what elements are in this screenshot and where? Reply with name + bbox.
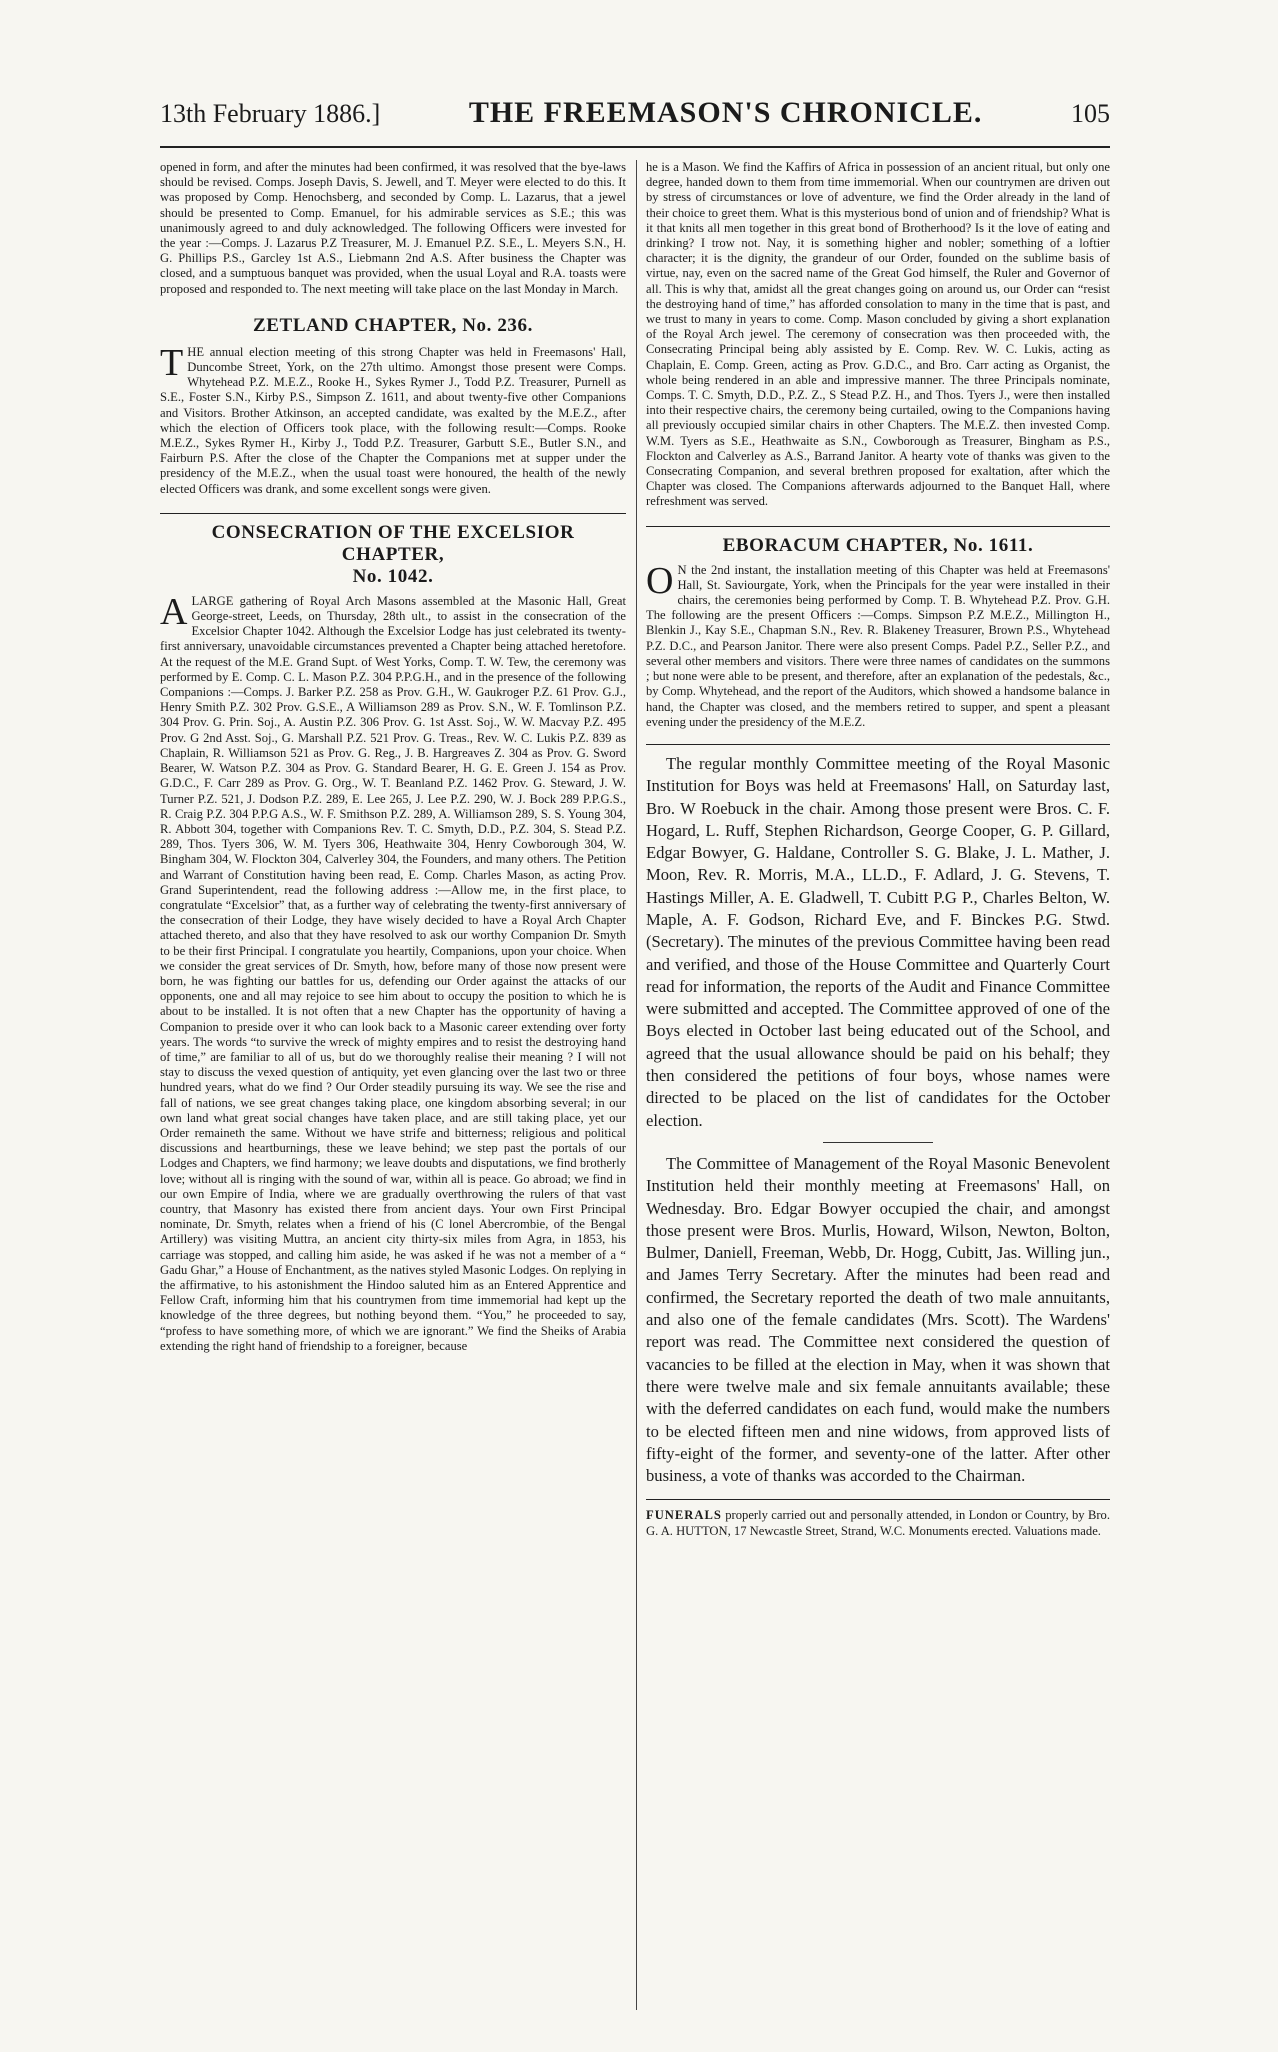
section-rule bbox=[646, 526, 1110, 527]
short-rule bbox=[823, 1142, 933, 1143]
excelsior-dropcap: A bbox=[160, 590, 188, 633]
eboracum-article bbox=[646, 559, 1110, 730]
publication-title: THE FREEMASON'S CHRONICLE. bbox=[468, 96, 983, 129]
zetland-heading: ZETLAND CHAPTER, No. 236. bbox=[253, 314, 533, 336]
page-number: 105 bbox=[1070, 99, 1110, 128]
excelsior-text: LARGE gathering of Royal Arch Masons assembled at the Masonic Hall, Great George-street, Leeds, on Thursday, 28th ult., to assist in the consecration of the Excelsior Chapter 1042. Although the Excelsior Lodge has just celebrated its twenty-first anniversary, unavoidable circumstances prevented a Chapter being attached heretofore. At the request of the M.E. Grand Supt. of West Yorks, Comp. T. W. Tew, the ceremony was performed by E. Comp. C. L. Mason P.Z. 304 P.P.G.H., and in the presence of the following Companions :—Comps. J. Barker P.Z. 258 as Prov. G.H., W. Gaukroger P.Z. 61 Prov. G.J., Henry Smith P.Z. 302 Prov. G.S.E., A Williamson 289 as Prov. S.N., W. F. Tomlinson P.Z. 304 Prov. G. Prin. Soj., A. Austin P.Z. 306 Prov. G. 1st Asst. Soj., W. W. Macvay P.Z. 495 Prov. G 2nd Asst. Soj., G. Marshall P.Z. 521 Prov. G. Treas., Rev. W. C. Lukis P.Z. 839 as Chaplain, R. Williamson 521 as Prov. G. Reg., J. B. Hargreaves Z. 304 as Prov. G. Sword Bearer, W. Watson P.Z. 304 as Prov. G. Standard Bearer, H. G. E. Green J. 154 as Prov. G.D.C., F. Carr 289 as Prov. G. Org., W. T. Beanland P.Z. 1462 Prov. G. Steward, J. W. Turner P.Z. 521, J. Dodson P.Z. 289, E. Lee 265, J. Lee P.Z. 290, W. J. Bock 289 P.P.G.S., R. Craig P.Z. 304 P.P.G A.S., W. F. Smithson P.Z. 289, A. Williamson 289, S. S. Young 304, R. Abbott 304, together with Companions Rev. T. C. Smyth, D.D., P.Z. 304, S. Stead P.Z. 289, Thos. Tyers 306, W. M. Tyers 306, Heathwaite 304, Henry Cowborough 304, W. Bingham 304, W. Flockton 304, Calverley 304, the Founders, and many others. The Petition and Warrant of Constitution having been read, E. Comp. Charles Mason, as acting Prov. Grand Superintendent, read the following address :—Allow me, in the first place, to congratulate “Excelsior” that, as a further way of celebrating the twenty-first anniversary of the consecration of their Lodge, they have wisely decided to have a Royal Arch Chapter attached thereto, and also that they have resolved to ask our worthy Companion Dr. Smyth to be their first Principal. I congratulate you heartily, Companions, upon your choice. When we consider the great services of Dr. Smyth, how, before many of those now present were born, he was fighting our battles for us, defending our Order against the attacks of our opponents, one and all may rejoice to see him about to occupy the position to which he is about to be installed. It is not often that a new Chapter has the opportunity of having a Companion to preside over it who can look back to a Masonic career extending over forty years. The words “to survive the wreck of mighty empires and to resist the destroying hand of time,” are familiar to all of us, but do we thoroughly realise their meaning ? I will not stay to discuss the vexed question of antiquity, yet even glancing over the last two or three hundred years, what do we find ? Our Order steadily pursuing its way. We see the rise and fall of nations, we see great changes taking place, one kingdom absorbing several; in our own land what great social changes have taken place, and are still taking place, yet our Order remaineth the same. Without we have strife and bitterness; religious and political discussions and heartburnings, these we leave behind; we step past the portals of our Lodges and Chapters, we find harmony; we leave doubts and disputations, we find brotherly love; without all is ringing with the sound of war, within all is peace. Go abroad; we find in our own Empire of India, where we are gradually overthrowing the rulers of that vast country, that Masonry has existed there from ancient days. Your own First Principal nominate, Dr. Smyth, relates when a friend of his (C lonel Abercrombie, of the Bengal Artillery) was visiting Muttra, an ancient city thirty-six miles from Agra, in 1853, his carriage was stopped, and calling him aside, he was asked if he was not a member of a “ Gadu Ghar,” a House of Enchantment, as the natives styled Masonic Lodges. On replying in the affirmative, to his astonishment the Hindoo saluted him as an Entered Apprentice and Fellow Craft, informing him that his countrymen from time immemorial had kept up the knowledge of the three degrees, but nothing beyond them. “You,” he proceeded to say, “profess to have something more, of which we are ignorant.” We find the Sheiks of Arabia extending the right hand of friendship to a foreigner, because bbox=[160, 593, 626, 1353]
excelsior-heading-line2: No. 1042. bbox=[352, 565, 434, 587]
excelsior-continuation: he is a Mason. We find the Kaffirs of Africa in possession of an ancient ritual, but only one degree, handed down to them from time immemorial. When our countrymen are driven out by stress of circumstances or love of adventure, we find the Order already in the land of their choice to greet them. What is this mysterious bond of union and of friendship? What is it that knits all men together in this great bond of Brotherhood? Is it the love of eating and drinking? I trow not. Nay, it is something higher and nobler; something of a loftier character; it is the dignity, the grandeur of our Order, founded on the sublime basis of virtue, nay, even on the sacred name of the Great God himself, the Ruler and Governor of all. This is why that, amidst all the great changes going on around us, our Order can “resist the destroying hand of time,” has afforded consolation to many in the time that is past, and we trust to many in years to come. Comp. Mason concluded by giving a short explanation of the Royal Arch jewel. The ceremony of consecration was then proceeded with, the Consecrating Principal being ably assisted by E. Comp. Rev. W. C. Lukis, acting as Chaplain, E. Comp. Green, acting as Prov. G.D.C., and Bro. Carr acting as Organist, the whole being rendered in an able and impressive manner. The three Principals nominate, Comps. T. C. Smyth, D.D., P.Z. Z., S Stead P.Z. H., and Thos. Tyers J., were then installed into their respective chairs, the ceremony being curtailed, owing to the Companions having all previously occupied similar chairs in other Chapters. The M.E.Z. then invested Comp. W.M. Tyers as S.E., Heathwaite as S.N., Cowborough as Treasurer, Bingham as P.S., Flockton and Calverley as A.S., Barrand Janitor. A hearty vote of thanks was given to the Consecrating Companion, and several brethren proposed for exaltation, after which the Chapter was closed. The Companions afterwards adjourned to the Banquet Hall, where refreshment was served. bbox=[646, 160, 1110, 509]
left-column bbox=[160, 160, 626, 1354]
right-column bbox=[646, 160, 1110, 1539]
boys-institution-paragraph: The regular monthly Committee meeting of the Royal Masonic Institution for Boys was held at Freemasons' Hall, on Saturday last, Bro. W Roebuck in the chair. Among those present were Bros. C. F. Hogard, L. Ruff, Stephen Richardson, George Cooper, G. P. Gillard, Edgar Bowyer, G. Haldane, Controller S. G. Blake, J. L. Mather, J. Moon, Rev. R. Morris, M.A., LL.D., F. Adlard, J. G. Stevens, T. Hastings Miller, A. E. Gladwell, T. Cubitt P.G P., Charles Belton, W. Maple, A. F. Godson, Richard Eve, and F. Binckes P.G. Stwd. (Secretary). The minutes of the previous Committee having been read and verified, and those of the House Committee and Quarterly Court read for information, the reports of the Audit and Finance Committee were submitted and accepted. The Committee approved of one of the Boys elected in October last being educated out of the School, and agreed that the usual allowance should be paid on his behalf; they then considered the petitions of four boys, whose names were directed to be placed on the list of candidates for the October election. bbox=[646, 753, 1110, 1130]
section-rule bbox=[646, 744, 1110, 745]
eboracum-text: N the 2nd instant, the installation meeting of this Chapter was held at Freemasons' Hall, St. Saviourgate, York, when the Principals for the year were installed in their chairs, the ceremonies being performed by Comp. T. B. Whytehead P.Z. Prov. G.H. The following are the present Officers :—Comps. Simpson P.Z M.E.Z., Millington H., Blenkin J., Kay S.E., Chapman S.N., Rev. R. Blakeney Treasurer, Brown P.S., Whytehead P.Z. D.C., and Pearson Janitor. There were also present Comps. Padel P.Z., Seller P.Z., and several other members and visitors. There were three names of candidates on the summons ; but none were able to be present, and therefore, after an explanation of the pedestals, &c., by Comp. Whytehead, and the report of the Auditors, which showed a handsome balance in hand, the Chapter was closed, and the members retired to supper, and spent a pleasant evening under the presidency of the M.E.Z. bbox=[646, 562, 1110, 729]
benevolent-institution-paragraph: The Committee of Management of the Royal Masonic Benevolent Institution held their monthly meeting at Freemasons' Hall, on Wednesday. Bro. Edgar Bowyer occupied the chair, and amongst those present were Bros. Murlis, Howard, Wilson, Newton, Bolton, Bulmer, Daniell, Freeman, Webb, Dr. Hogg, Cubitt, Jas. Willing jun., and James Terry Secretary. After the minutes had been read and confirmed, the Secretary reported the death of two male annuitants, and also one of the female candidates (Mrs. Scott). The Wardens' report was read. The Committee next considered the question of vacancies to be filled at the election in May, when it was shown that there were twelve male and six female annuitants available; these with the deferred candidates on each fund, would make the numbers to be elected fifteen men and nine widows, from approved lists of fifty-eight of the former, and seventy-one of the latter. After other business, a vote of thanks was accorded to the Chairman. bbox=[646, 1153, 1110, 1486]
eboracum-heading: EBORACUM CHAPTER, No. 1611. bbox=[722, 534, 1034, 556]
zetland-text: HE annual election meeting of this strong Chapter was held in Freemasons' Hall, Duncombe Street, York, on the 27th ultimo. Amongst those present were Comps. Whytehead P.Z. M.E.Z., Rooke H., Sykes Rymer J., Todd P.Z. Treasurer, Purnell as S.E., Foster S.N., Kirby P.S., Simpson Z. 1611, and about twenty-five other Companions and Visitors. Brother Atkinson, an accepted candidate, was exalted by the M.E.Z., after which the election of Officers took place, with the following result:—Comps. Rooke M.E.Z., Sykes Rymer H., Kirby J., Todd P.Z. Treasurer, Garbutt S.E., Butler S.N., and Fairburn P.S. After the close of the Chapter the Companions met at supper under the presidency of the M.E.Z., when the usual toast were honoured, the health of the newly elected Officers was drank, and some excellent songs were given. bbox=[160, 344, 626, 496]
advert-text: properly carried out and personally attended, in London or Country, by Bro. G. A. HUTTON, 17 Newcastle Street, Strand, W.C. Monuments erected. Valuations made. bbox=[646, 1508, 1110, 1538]
zetland-dropcap: T bbox=[160, 341, 184, 384]
intro-paragraph: opened in form, and after the minutes had been confirmed, it was resolved that the bye-laws should be revised. Comps. Joseph Davis, S. Jewell, and T. Meyer were elected to do this. It was proposed by Comp. Henochsberg, and seconded by Comp. L. Lazarus, that a jewel should be presented to Comp. Emanuel, for his admirable services as S.E.; this was unanimously agreed to and duly acknowledged. The following Officers were invested for the year :—Comps. J. Lazarus P.Z Treasurer, M. J. Emanuel P.Z. S.E., L. Meyers S.N., H. G. Phillips P.S., Garcley 1st A.S., Liebmann 2nd A.S. After business the Chapter was closed, and a sumptuous banquet was provided, when the usual Loyal and R.A. toasts were proposed and responded to. The next meeting will take place on the last Monday in March. bbox=[160, 160, 626, 296]
masthead-rule bbox=[160, 146, 1110, 148]
column-divider bbox=[636, 160, 637, 2010]
excelsior-article bbox=[160, 590, 626, 1354]
excelsior-heading-line1: CONSECRATION OF THE EXCELSIOR CHAPTER, bbox=[211, 521, 575, 565]
funerals-advert bbox=[646, 1508, 1110, 1538]
advert-label: FUNERALS bbox=[646, 1508, 722, 1523]
zetland-article bbox=[160, 341, 626, 497]
issue-date: 13th February 1886.] bbox=[160, 99, 381, 128]
advert-rule bbox=[646, 1499, 1110, 1500]
eboracum-dropcap: O bbox=[646, 559, 674, 602]
masthead bbox=[160, 96, 1110, 136]
section-rule bbox=[160, 513, 626, 514]
